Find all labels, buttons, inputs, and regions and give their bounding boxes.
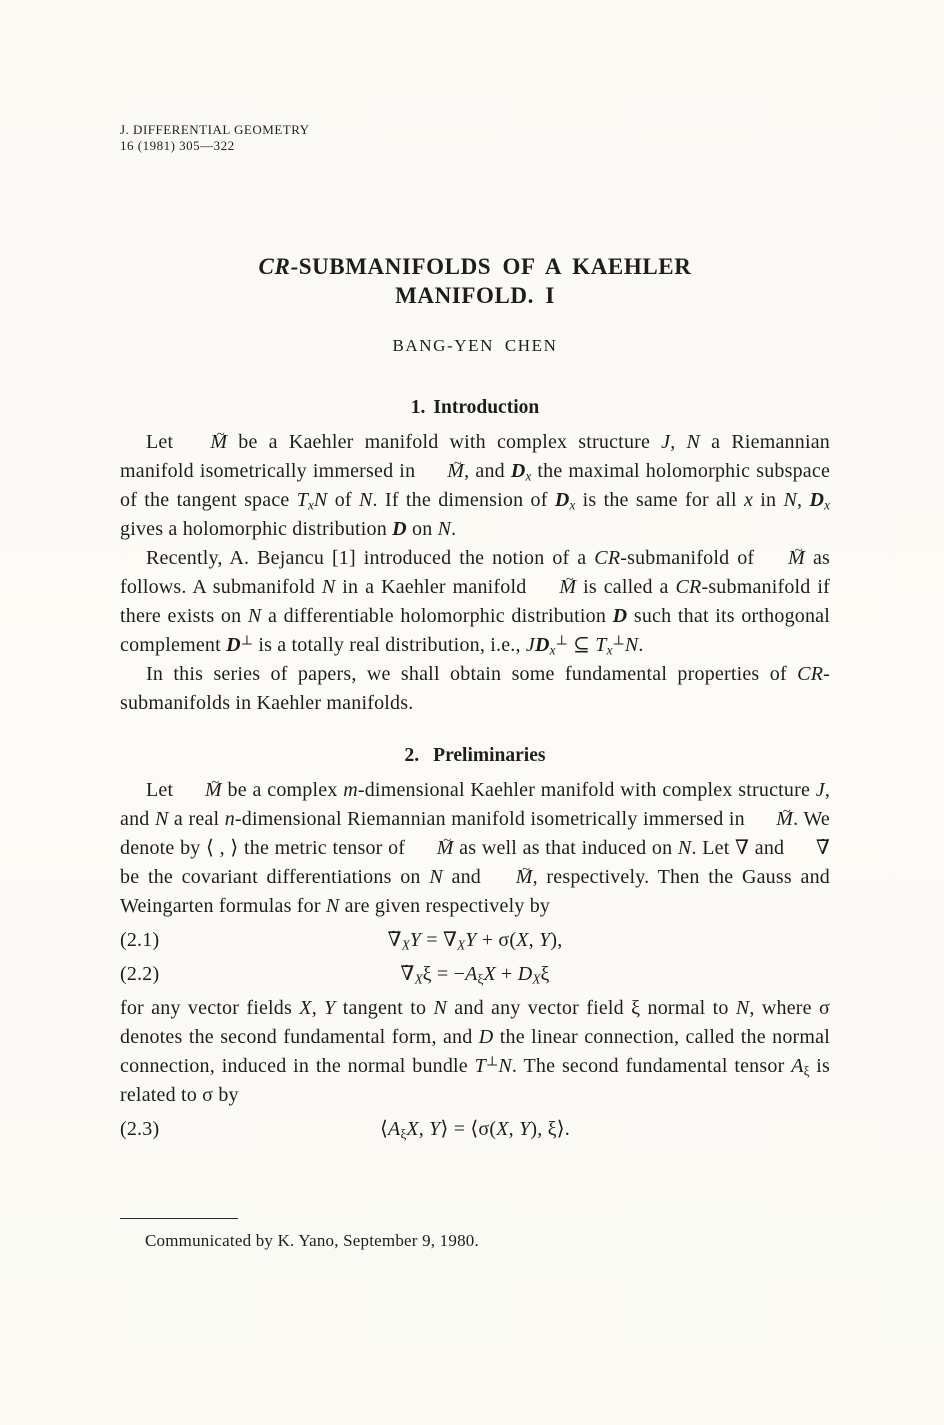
intro-paragraph-3: In this series of papers, we shall obtain some fundamental properties of CR-submanifolds in Kaehler manifolds. [120,663,830,714]
section-2-number: 2. [404,745,420,766]
paper-title [120,252,830,310]
equation-2-3 [120,1115,830,1144]
preliminaries-paragraph-2: for any vector fields X, Y tangent to N and any vector field ξ normal to N, where σ denotes the second fundamental form, and D the linear connection, called the normal connection, induced in the normal bundle T⊥N. The second fundamental tensor $A_\xi$ is related to σ by [120,997,830,1106]
preliminaries-paragraph-1: Let M ~ be a complex m-dimensional Kaehler manifold with complex structure J, and N a real n-dimensional Riemannian manifold isometrically immersed in M ~. We denote by ⟨ , ⟩ the metric tensor of M ~ as well as that induced on N. Let ∇ and ∇ ~ be the covariant differentiations on N and M ~, respectively. Then the Gauss and Weingarten formulas for N are given respectively by [120,776,830,921]
footnote-text: Communicated by K. Yano, September 9, 1980. [145,1231,479,1250]
equation-2-1-formula: ∇ $\sim_XY = \nabla_XY + \sigma(X$, Y), [388,929,563,951]
equation-2-2-formula: ∇ $\sim_X\xi = -A_\xi X + D_X\xi$ [400,963,549,985]
journal-name: J. DIFFERENTIAL GEOMETRY [120,122,310,137]
footnote-separator [120,1218,238,1219]
equation-2-1-label: (2.1) [120,929,160,951]
section-2-title: Preliminaries [433,745,546,766]
author-name: BANG-YEN CHEN [392,336,558,355]
equation-2-1 [120,926,830,955]
footnote [120,1218,830,1252]
journal-header [120,122,830,154]
title-line-2: MANIFOLD. I [395,283,555,308]
intro-paragraph-1: Let M ~ be a Kaehler manifold with complex structure J, N a Riemannian manifold isometrically immersed in M ~, and $D_x$ the maximal holomorphic subspace of the tangent space $T_xN$ of N. If the dimension of $D_x$ is the same for all x in N, $D_x$ gives a holomorphic distribution D on N. [120,428,830,544]
section-heading-introduction [120,396,830,420]
intro-paragraph-2: Recently, A. Bejancu [1] introduced the notion of a CR-submanifold of M ~ as follows. A submanifold N in a Kaehler manifold M ~ is called a CR-submanifold if there exists on N a differentiable holomorphic distribution D such that its orthogonal complement D⊥ is a totally real distribution, i.e., $JD_x^\perp$ ⊆ $T_x^\perp N$. [120,544,830,660]
journal-issue: 16 (1981) 305—322 [120,138,235,153]
title-line-1: CR-SUBMANIFOLDS OF A KAEHLER [258,254,692,279]
section-1-title: Introduction [433,397,540,418]
equation-2-3-formula: $⟨A_\xi X$, Y⟩ = ⟨σ(X, Y), ξ⟩. [380,1118,570,1142]
section-1-number: 1. [410,397,426,418]
equation-2-3-label: (2.3) [120,1118,160,1140]
section-heading-preliminaries [120,744,830,768]
equation-2-2-label: (2.2) [120,963,160,985]
equation-2-2 [120,960,830,989]
